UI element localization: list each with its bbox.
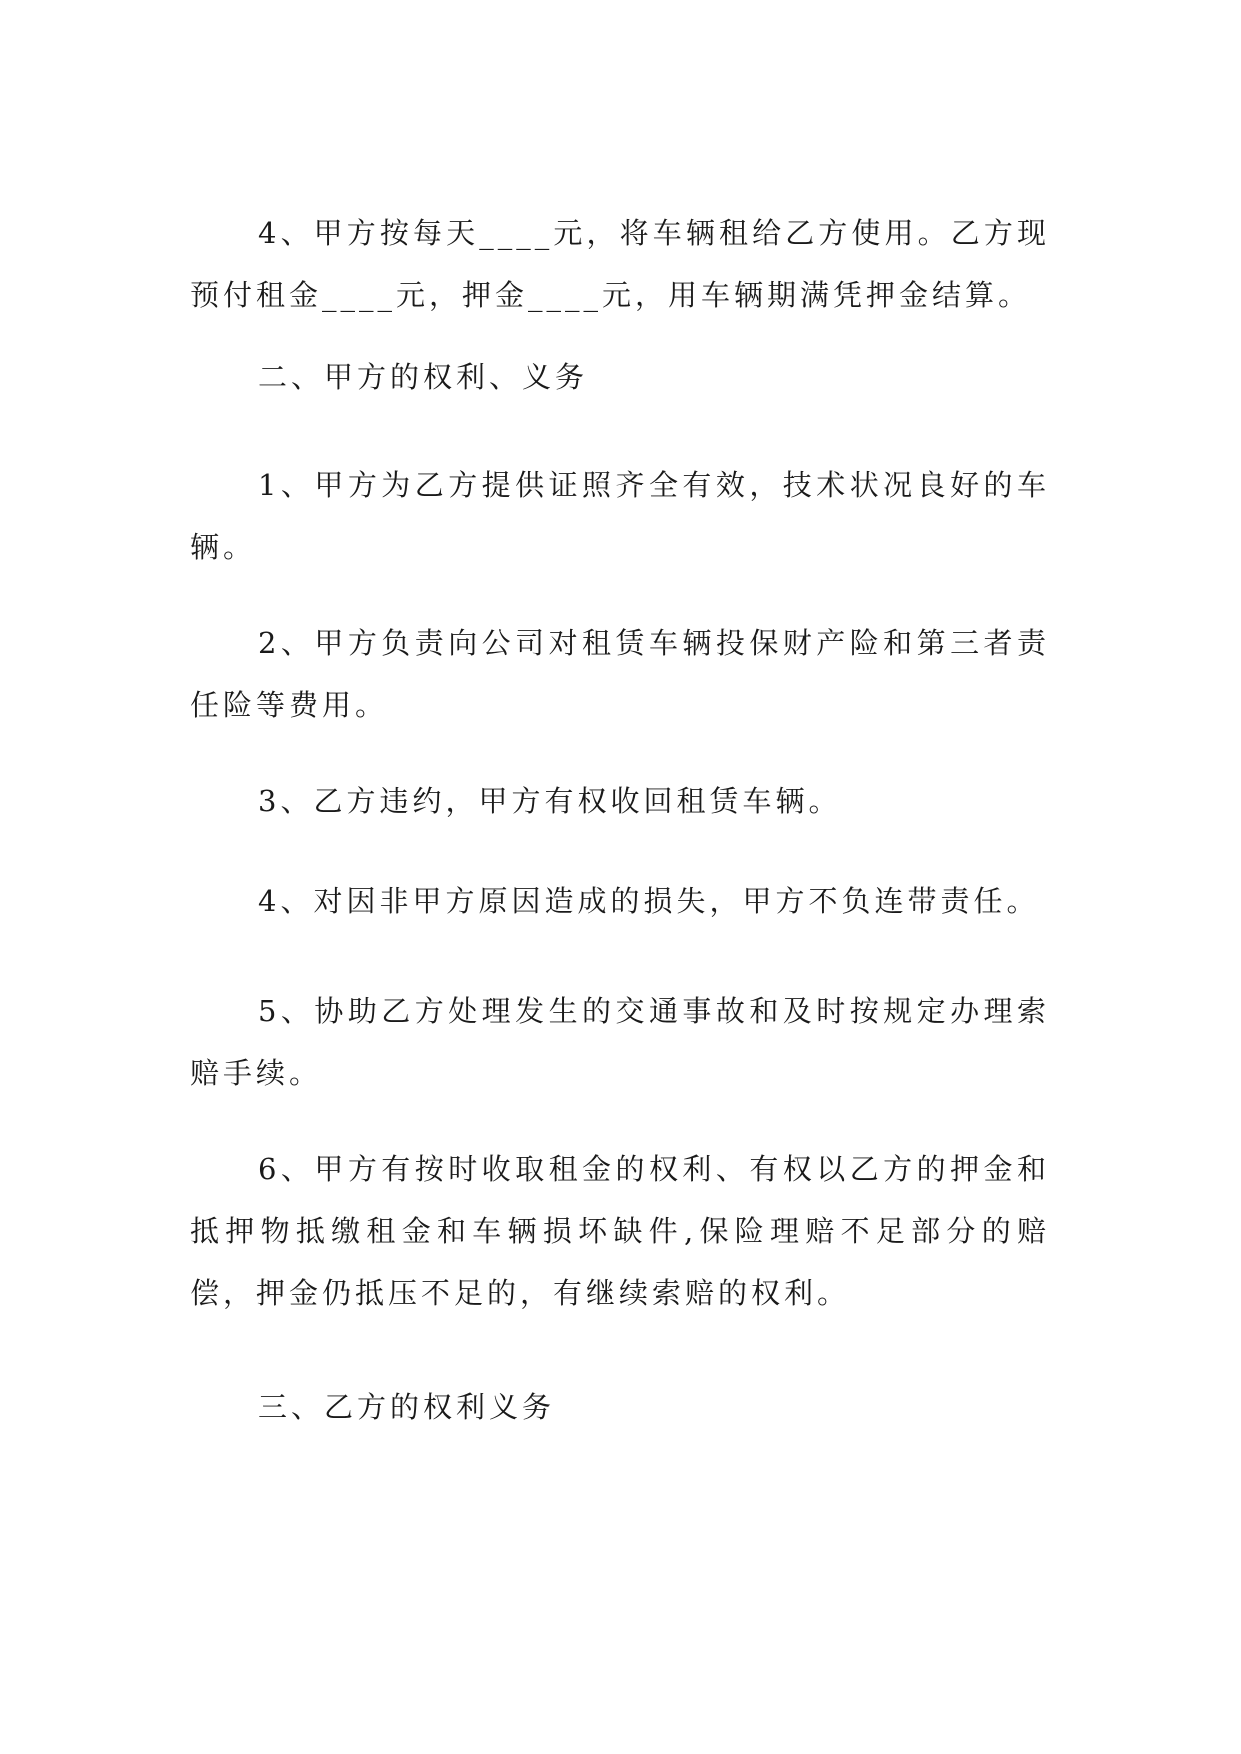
clause-rent-terms: 4、甲方按每天____元，将车辆租给乙方使用。乙方现预付租金____元，押金____元，用车辆期满凭押金结算。 [190,216,1050,312]
clause-party-a-1: 1、甲方为乙方提供证照齐全有效，技术状况良好的车辆。 [190,468,1050,564]
clause-party-a-3: 3、乙方违约，甲方有权收回租赁车辆。 [258,784,842,818]
clause-party-a-5: 5、协助乙方处理发生的交通事故和及时按规定办理索赔手续。 [190,994,1050,1090]
section-heading-party-b: 三、乙方的权利义务 [258,1390,556,1424]
clause-party-a-6: 6、甲方有按时收取租金的权利、有权以乙方的押金和抵押物抵缴租金和车辆损坏缺件,保险理赔不足部分的赔偿，押金仍抵压不足的，有继续索赔的权利。 [190,1152,1050,1310]
clause-party-a-4: 4、对因非甲方原因造成的损失，甲方不负连带责任。 [258,884,1040,918]
section-heading-party-a: 二、甲方的权利、义务 [258,360,589,394]
clause-party-a-2: 2、甲方负责向公司对租赁车辆投保财产险和第三者责任险等费用。 [190,626,1050,722]
